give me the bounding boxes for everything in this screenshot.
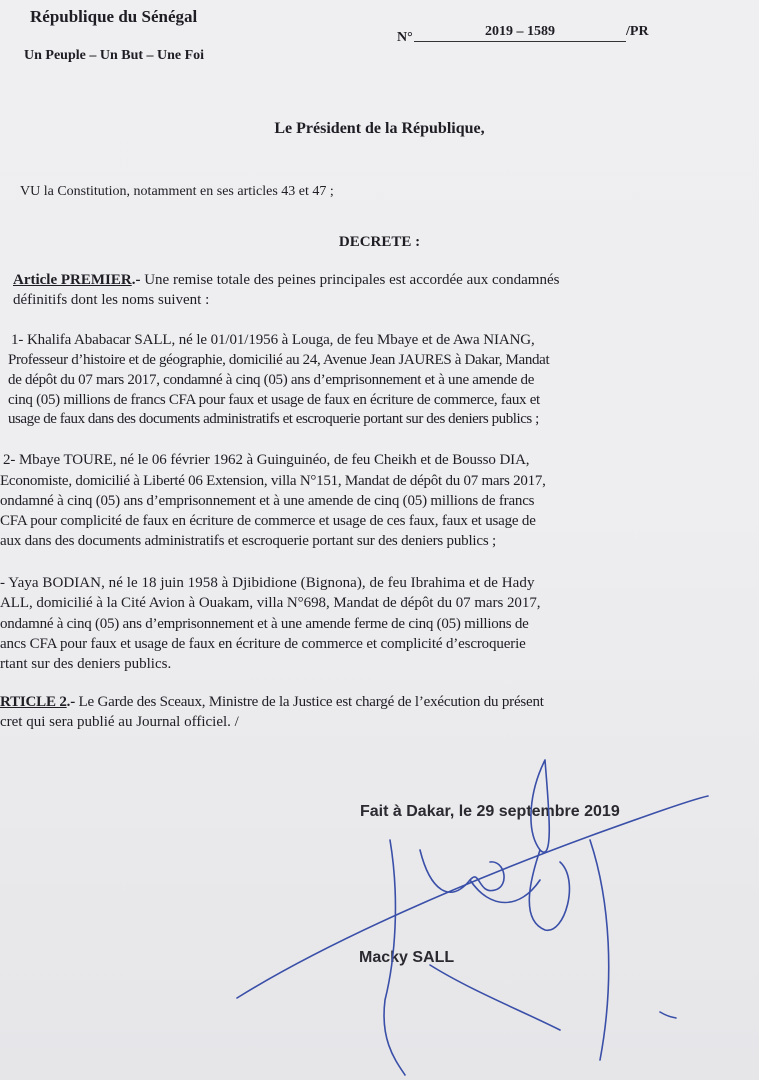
signatory-name: Macky SALL <box>359 949 455 966</box>
entry-2-line-4: CFA pour complicité de faux en écriture de commerce et usage de ces faux, faux et usage de <box>0 513 536 529</box>
entry-1-line-1: 1- Khalifa Ababacar SALL, né le 01/01/1956 à Louga, de feu Mbaye et de Awa NIANG, <box>11 332 535 348</box>
decrete-heading: DECRETE : <box>338 234 421 250</box>
decree-number-label: N° <box>397 30 413 45</box>
article-premier-text-1: Une remise totale des peines principales est accordée aux condamnés <box>140 272 560 288</box>
decree-number-suffix: /PR <box>626 24 649 39</box>
entry-3-line-3: ondamné à cinq (05) ans d’emprisonnement et à une amende ferme de cinq (05) millions de <box>0 616 529 632</box>
national-motto: Un Peuple – Un But – Une Foi <box>24 48 205 63</box>
entry-3-line-5: rtant sur des deniers publics. <box>0 656 172 672</box>
article-2-text-1: Le Garde des Sceaux, Ministre de la Justice est chargé de l’exécution du présent <box>75 694 544 710</box>
decree-number-value: 2019 – 1589 <box>414 24 626 42</box>
entry-1-line-2: Professeur d’histoire et de géographie, domicilié au 24, Avenue Jean JAURES à Dakar, Mandat <box>8 352 550 368</box>
vu-clause: VU la Constitution, notamment en ses articles 43 et 47 ; <box>20 184 334 199</box>
article-2-line-2: cret qui sera publié au Journal officiel. / <box>0 714 239 730</box>
entry-3-line-1: - Yaya BODIAN, né le 18 juin 1958 à Djibidione (Bignona), de feu Ibrahima et de Hady <box>0 575 535 591</box>
article-premier-label: Article PREMIER <box>13 272 132 288</box>
entry-3-line-4: ancs CFA pour faux et usage de faux en écriture de commerce et complicité d’escroquerie <box>0 636 526 652</box>
entry-2-line-2: Economiste, domicilié à Liberté 06 Extension, villa N°151, Mandat de dépôt du 07 mars 2017, <box>0 473 546 489</box>
article-2-label: RTICLE 2 <box>0 694 67 710</box>
entry-1-line-3: de dépôt du 07 mars 2017, condamné à cinq (05) ans d’emprisonnement et à une amende de <box>8 372 535 388</box>
entry-1-line-5: usage de faux dans des documents administratifs et escroquerie portant sur des deniers publics ; <box>8 411 539 427</box>
article-premier-line-1 <box>13 272 559 289</box>
article-premier-line-2: définitifs dont les noms suivent : <box>13 292 210 308</box>
president-title: Le Président de la République, <box>274 120 485 137</box>
entry-2-line-1: 2- Mbaye TOURE, né le 06 février 1962 à Guinguinéo, de feu Cheikh et de Bousso DIA, <box>3 452 530 468</box>
entry-1-line-4: cinq (05) millions de francs CFA pour faux et usage de faux en écriture de commerce, faux et <box>8 392 540 408</box>
place-date: Fait à Dakar, le 29 septembre 2019 <box>360 803 620 820</box>
entry-2-line-5: aux dans des documents administratifs et escroquerie portant sur des deniers publics ; <box>0 533 497 549</box>
entry-3-line-2: ALL, domicilié à la Cité Avion à Ouakam, villa N°698, Mandat de dépôt du 07 mars 2017, <box>0 595 541 611</box>
article-premier-suffix: .- <box>131 272 141 288</box>
article-2-line-1 <box>0 694 544 711</box>
article-2-suffix: .- <box>66 694 75 710</box>
republic-heading: République du Sénégal <box>30 7 198 26</box>
entry-2-line-3: ondamné à cinq (05) ans d’emprisonnement et à une amende de cinq (05) millions de francs <box>0 493 535 509</box>
